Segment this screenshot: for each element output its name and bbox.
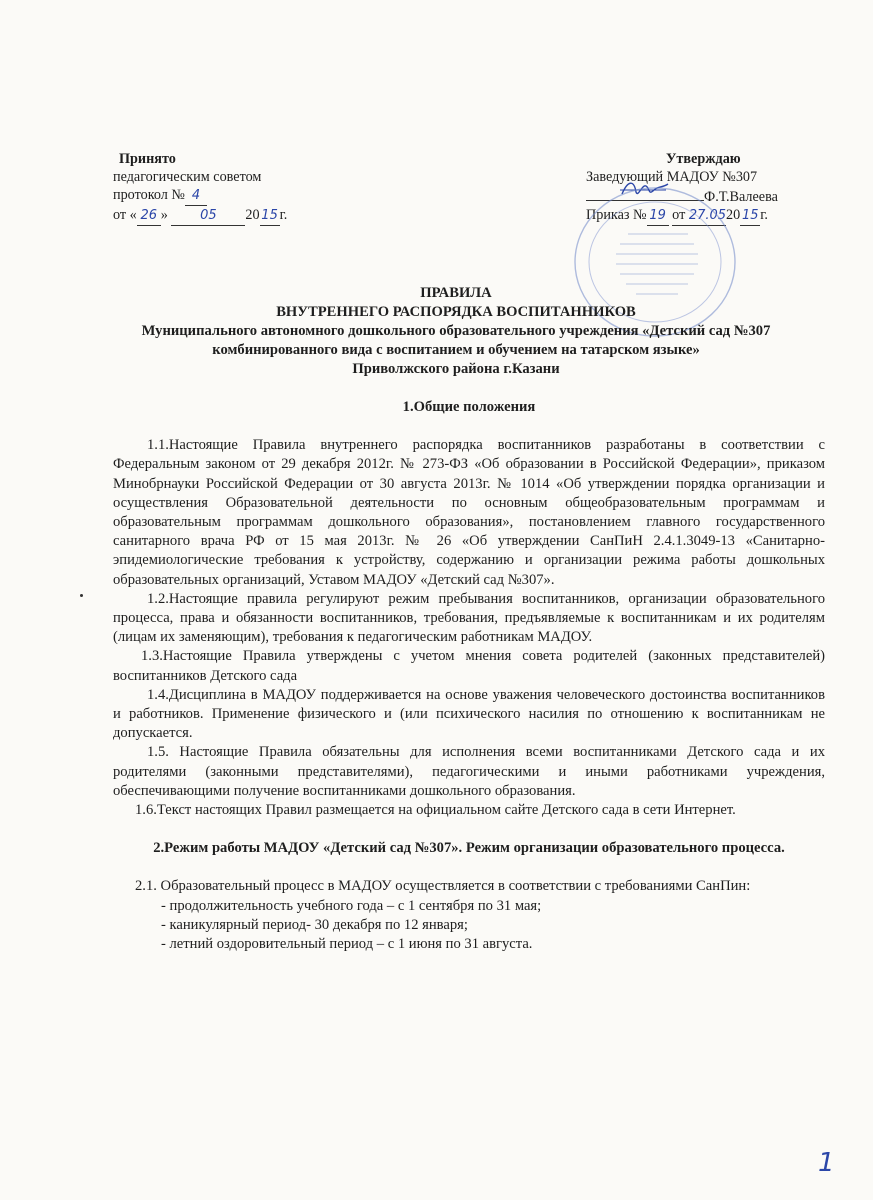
paragraph-1-6: 1.6.Текст настоящих Правил размещается на официальном сайте Детского сада в сети Интернет. <box>135 802 736 819</box>
order-number-handwritten: 19 <box>647 207 669 226</box>
protocol-number-handwritten: 4 <box>185 187 207 206</box>
paragraph-1-5: 1.5. Настоящие Правила обязательны для исполнения всеми воспитанниками Детского сада и их родителями (законными представителями), педагогическими и иными работниками учреждения, обеспечивающими получение воспитанниками дошкольного образования. <box>113 744 825 799</box>
document-title: ПРАВИЛА <box>420 285 492 301</box>
confirmation-signer-line: Ф.Т.Валеева <box>586 186 826 206</box>
paragraph-1-2: 1.2.Настоящие правила регулируют режим пребывания воспитанников, организации образовательного процесса, права и обязанности воспитанников, требования, предъявляемые к воспитанникам и их родителям (лицам их заменяющим), требования к педагогическим работникам МАДОУ. <box>113 590 825 646</box>
approval-date: от « 26 » 05 20 15 г. <box>113 206 413 226</box>
document-title-block <box>80 284 832 379</box>
confirmation-head: Заведующий МАДОУ №307 <box>586 169 758 185</box>
document-subtitle: ВНУТРЕННЕГО РАСПОРЯДКА ВОСПИТАННИКОВ <box>276 304 636 320</box>
approval-block <box>113 150 413 226</box>
confirmation-title: Утверждаю <box>666 151 741 167</box>
approval-month-handwritten: 05 <box>171 207 245 226</box>
section-2-heading: 2.Режим работы МАДОУ «Детский сад №307». Режим организации образовательного процесса. <box>153 840 785 857</box>
scan-speck <box>80 594 83 597</box>
order-date-handwritten: 27.05 <box>688 208 727 223</box>
paragraph-1-4: 1.4.Дисциплина в МАДОУ поддерживается на основе уважения человеческого достоинства воспитанников и работников. Применение физического и (или психического насилия по отношению к воспитанникам не допускается. <box>113 686 825 742</box>
approval-council: педагогическим советом <box>113 169 262 185</box>
approval-protocol: протокол № 4 <box>113 186 413 206</box>
section-1-heading: 1.Общие положения <box>402 399 536 415</box>
list-item: - продолжительность учебного года – с 1 сентября по 31 мая; <box>161 897 542 914</box>
approval-year-handwritten: 15 <box>260 207 280 226</box>
institution-name-line1: Муниципального автономного дошкольного образовательного учреждения «Детский сад №307 <box>141 323 771 339</box>
approval-title: Принято <box>119 151 176 167</box>
approval-day-handwritten: 26 <box>137 207 161 226</box>
confirmation-order: Приказ № 19 от 27.0520 15 г. <box>586 206 826 226</box>
institution-name-line2: комбинированного вида с воспитанием и обучением на татарском языке» <box>212 342 700 358</box>
list-item: - летний оздоровительный период – с 1 июня по 31 августа. <box>161 936 533 953</box>
list-item: - каникулярный период- 30 декабря по 12 января; <box>161 916 468 933</box>
institution-district: Приволжского района г.Казани <box>352 361 560 377</box>
document-body <box>113 398 825 954</box>
paragraph-1-1: 1.1.Настоящие Правила внутреннего распорядка воспитанников разработаны в соответствии с Федеральным законом от 29 декабря 2012г. № 273-ФЗ «Об образовании в Российской Федерации», приказом Минобрнауки Российской Федерации от 30 августа 2013г. № 1014 «Об утверждении порядка организации и осуществления Образовательной деятельности по основным общеобразовательным программам и образовательным программам дошкольного образования», постановлением главного государственного санитарного врача РФ от 15 мая 2013г. № 26 «Об утверждении СанПиН 2.4.1.3049-13 «Санитарно-эпидемиологические требования к устройству, содержанию и организации режима работы дошкольных образовательных организаций, Уставом МАДОУ «Детский сад №307». <box>113 437 825 588</box>
page-number: 1 <box>818 1148 835 1178</box>
order-year-handwritten: 15 <box>740 207 760 226</box>
paragraph-1-3: 1.3.Настоящие Правила утверждены с учетом мнения совета родителей (законных представителей) воспитанников Детского сада <box>113 648 825 684</box>
paragraph-2-1: 2.1. Образовательный процесс в МАДОУ осуществляется в соответствии с требованиями СанПин: <box>135 878 751 895</box>
